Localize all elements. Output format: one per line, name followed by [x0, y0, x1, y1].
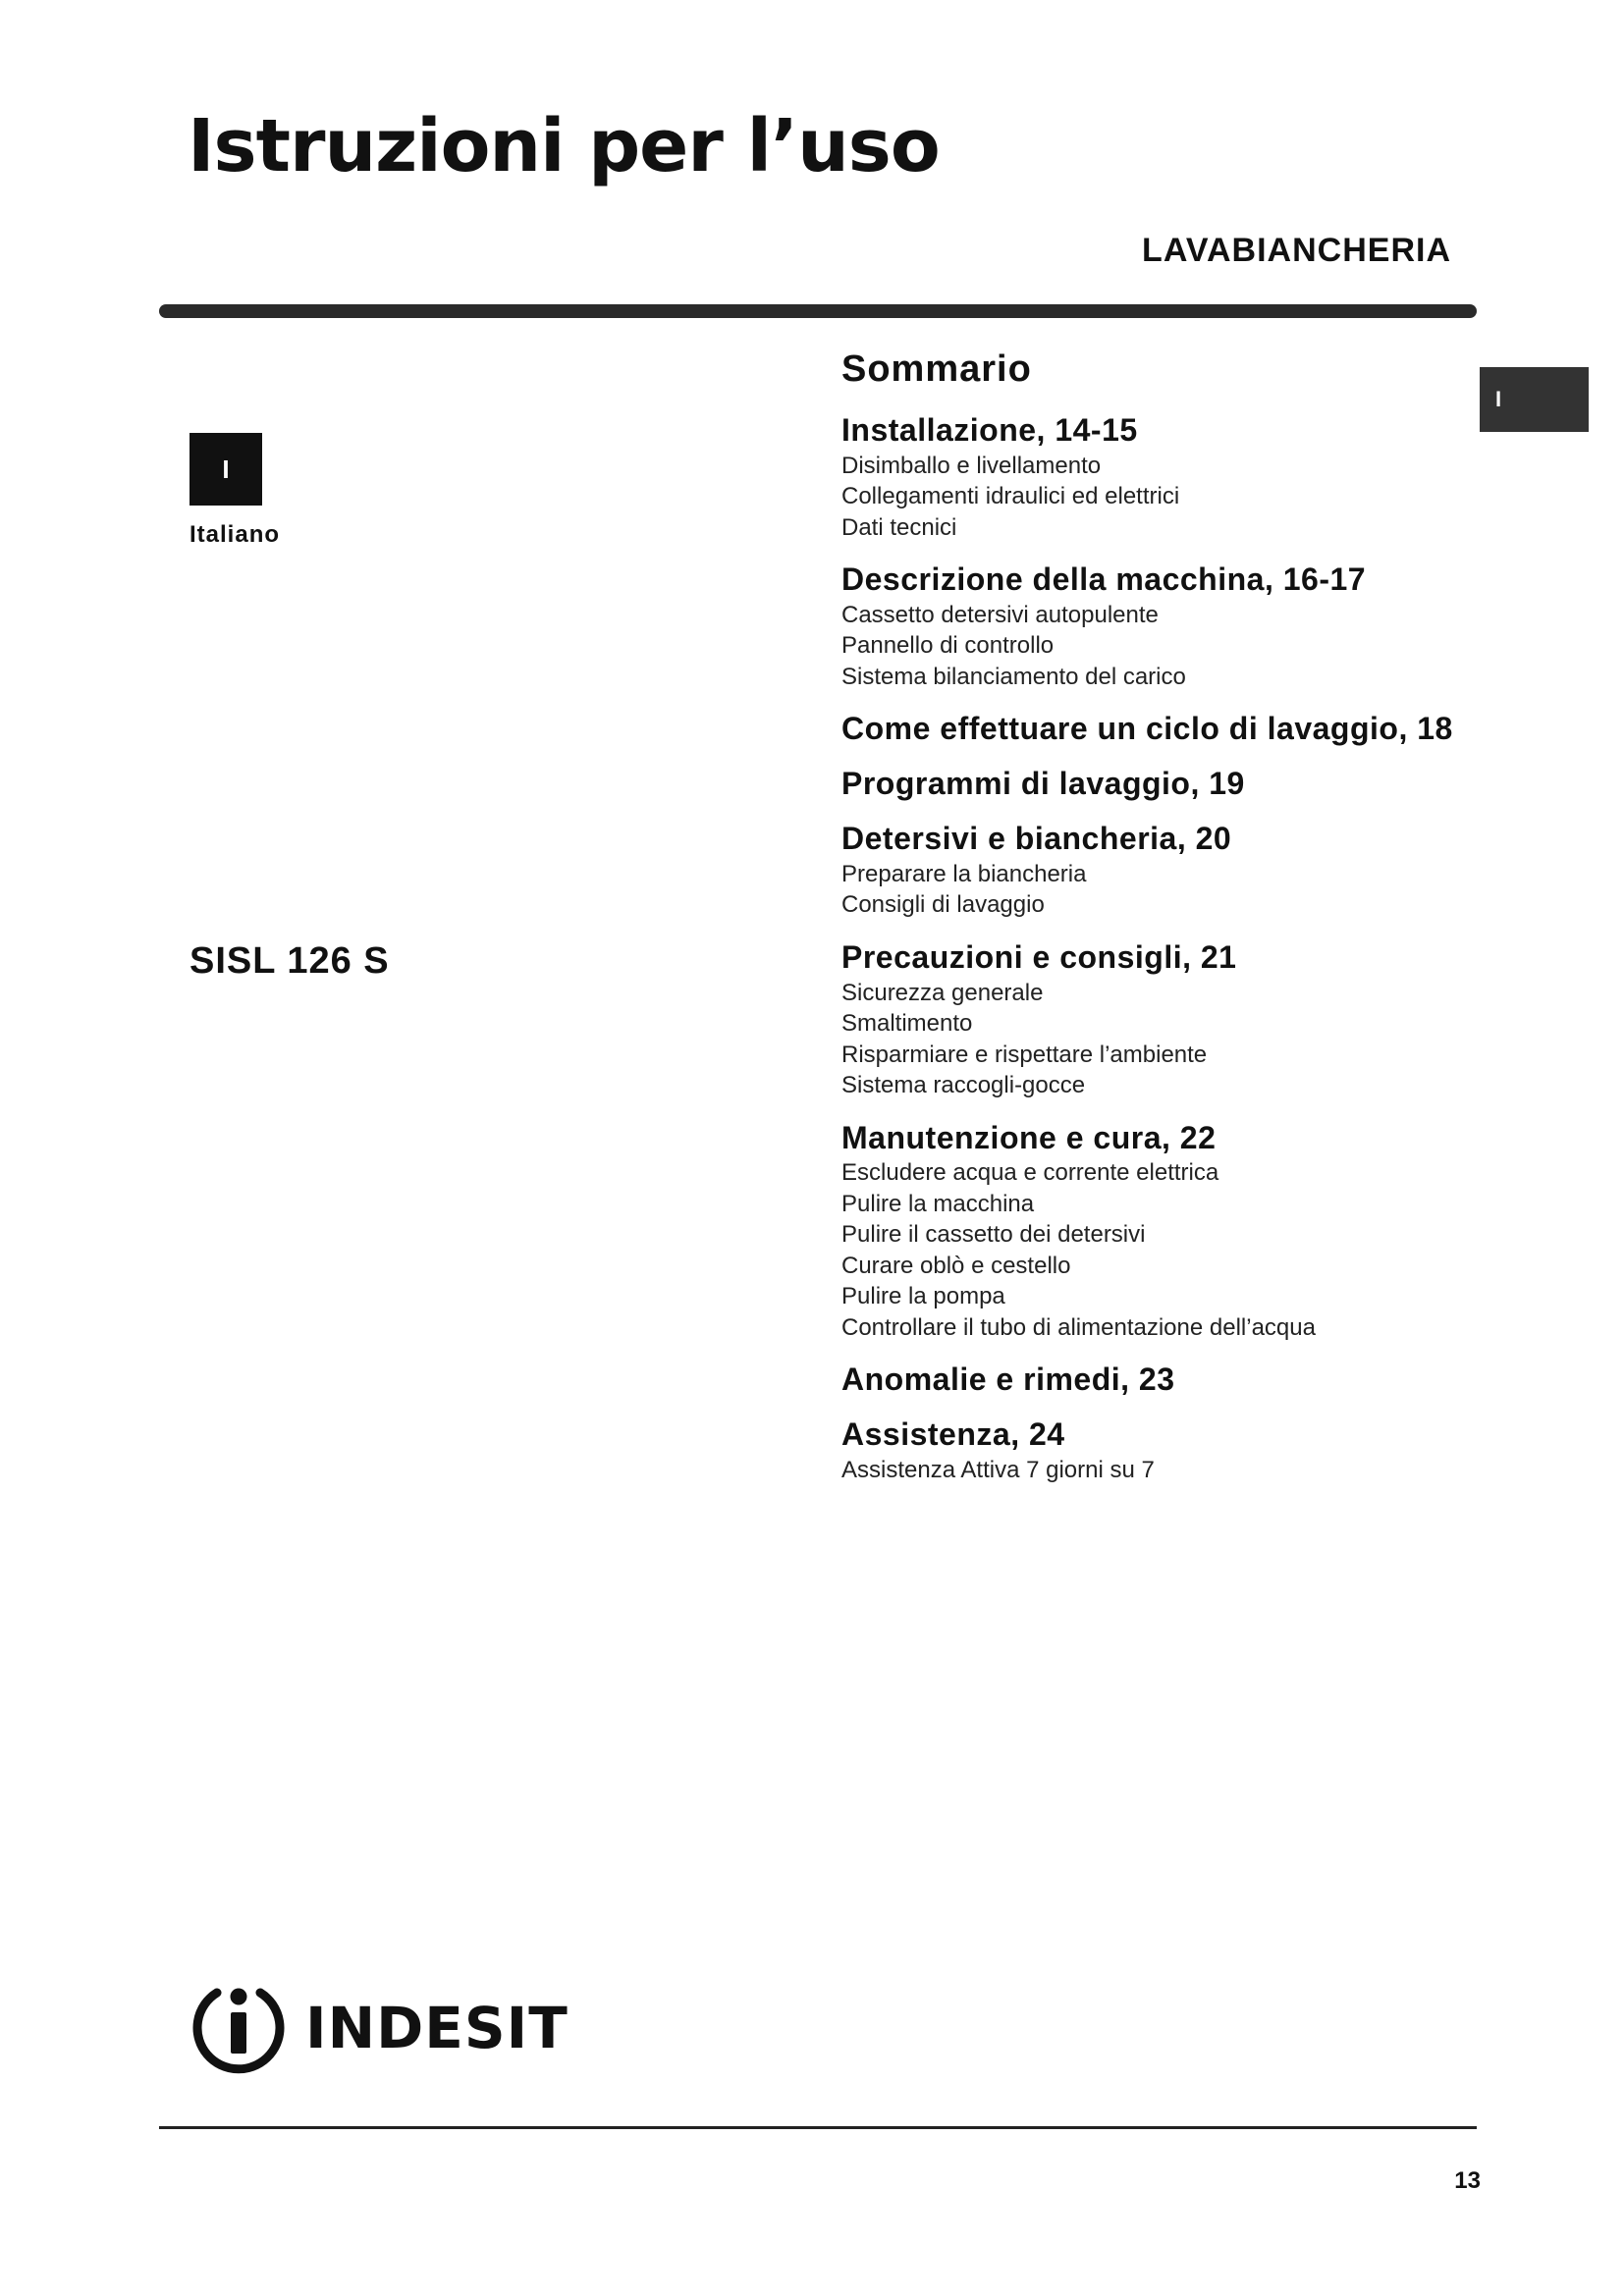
toc-section	[841, 939, 1489, 1101]
toc-section-title: Precauzioni e consigli, 21	[841, 938, 1237, 975]
product-category: LAVABIANCHERIA	[1142, 232, 1451, 269]
toc-section	[841, 1416, 1489, 1485]
toc-subitem-list	[841, 859, 1489, 921]
toc-subitem-list	[841, 451, 1489, 544]
language-label: Italiano	[189, 521, 281, 548]
page-title: Istruzioni per l’uso	[188, 104, 940, 188]
toc-subitem: Dati tecnici	[841, 513, 957, 541]
language-tab-marker: I	[1480, 367, 1589, 432]
toc-subitem: Controllare il tubo di alimentazione dell’acqua	[841, 1313, 1316, 1341]
model-number: SISL 126 S	[189, 940, 390, 982]
toc-section-title: Come effettuare un ciclo di lavaggio, 18	[841, 711, 1453, 747]
toc-subitem: Pannello di controllo	[841, 632, 1055, 660]
toc-heading: Sommario	[841, 348, 1032, 390]
brand-logo	[189, 1979, 568, 2077]
toc-section-title: Detersivi e biancheria, 20	[841, 820, 1232, 856]
toc-subitem: Smaltimento	[841, 1010, 973, 1038]
toc-section	[841, 561, 1489, 692]
toc-section-title: Manutenzione e cura, 22	[841, 1119, 1217, 1155]
table-of-contents	[841, 349, 1489, 1504]
language-code-badge: I	[189, 433, 262, 506]
toc-section-title: Anomalie e rimedi, 23	[841, 1362, 1175, 1398]
toc-subitem: Risparmiare e rispettare l’ambiente	[841, 1041, 1208, 1068]
toc-section	[841, 766, 1489, 802]
toc-subitem: Preparare la biancheria	[841, 860, 1087, 887]
toc-subitem: Consigli di lavaggio	[841, 891, 1045, 919]
page-number: 13	[1454, 2167, 1481, 2194]
toc-subitem: Curare oblò e cestello	[841, 1252, 1071, 1279]
toc-subitem: Escludere acqua e corrente elettrica	[841, 1159, 1219, 1187]
toc-subitem: Pulire la macchina	[841, 1190, 1035, 1217]
toc-section	[841, 1120, 1489, 1344]
toc-subitem: Sistema bilanciamento del carico	[841, 663, 1186, 690]
toc-subitem: Pulire la pompa	[841, 1283, 1005, 1310]
toc-section	[841, 1362, 1489, 1398]
indesit-logo-icon	[189, 1979, 288, 2077]
header-divider	[159, 304, 1477, 318]
toc-section-title: Installazione, 14-15	[841, 411, 1138, 448]
toc-section	[841, 821, 1489, 921]
brand-name: INDESIT	[305, 1995, 568, 2061]
toc-section	[841, 711, 1489, 747]
toc-section-title: Programmi di lavaggio, 19	[841, 766, 1245, 802]
toc-subitem-list	[841, 1455, 1489, 1486]
toc-subitem: Sicurezza generale	[841, 979, 1044, 1006]
toc-section	[841, 412, 1489, 543]
toc-subitem: Assistenza Attiva 7 giorni su 7	[841, 1456, 1155, 1483]
toc-section-title: Assistenza, 24	[841, 1416, 1065, 1453]
toc-subitem: Disimballo e livellamento	[841, 452, 1102, 479]
toc-subitem-list	[841, 978, 1489, 1101]
toc-subitem-list	[841, 1157, 1489, 1343]
toc-sections	[841, 412, 1489, 1486]
toc-section-title: Descrizione della macchina, 16-17	[841, 561, 1367, 598]
toc-subitem: Collegamenti idraulici ed elettrici	[841, 483, 1180, 510]
toc-subitem: Pulire il cassetto dei detersivi	[841, 1221, 1146, 1249]
toc-subitem-list	[841, 600, 1489, 693]
toc-subitem: Cassetto detersivi autopulente	[841, 601, 1159, 628]
toc-subitem: Sistema raccogli-gocce	[841, 1072, 1086, 1099]
footer-divider	[159, 2126, 1477, 2129]
